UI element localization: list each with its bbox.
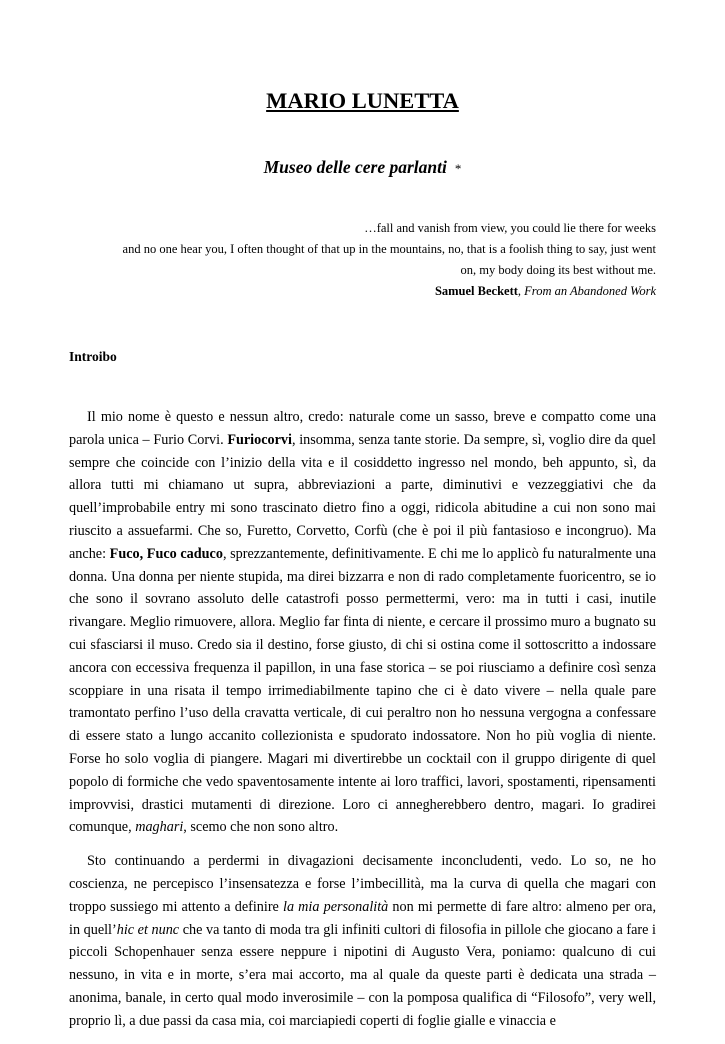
paragraph-1 <box>69 406 656 839</box>
epigraph-source <box>56 281 656 302</box>
epigraph-source-separator: , <box>517 284 525 298</box>
epigraph-line-3: on, my body doing its best without me. <box>460 263 656 277</box>
p1-italic-1: maghari <box>135 819 184 836</box>
p1-text-4: , scemo che non sono altro. <box>183 819 339 836</box>
p1-bold-2: Fuco, Fuco caduco <box>109 545 223 562</box>
epigraph-source-author: Samuel Beckett <box>434 284 518 298</box>
p1-text-2: , insomma, senza tante storie. Da sempre, sì, voglio dire da quel sempre che coincide con l’inizio della vita e il cosiddetto ingresso nel mondo, beh appunto, sì, da allora tutti mi chiamano ut supra, abbreviazioni a parte, diminutivi e vezzeggiativi che da quell’improbabile entry mi sono trascinato dietro fino a oggi, ridicola abitudine a cui non sono mai riuscito a assuefarmi. Che so, Furetto, Corvetto, Corfù (che è poi il più fantasioso e incongruo). Ma anche: <box>69 431 656 562</box>
epigraph-source-work: From an Abandoned Work <box>524 284 656 298</box>
p2-text-3: che va tanto di moda tra gli infiniti cultori di filosofia in pillole che giocano a fare i piccoli Schopenhauer senza essere neppure i nipotini di Augusto Vera, poniamo: qualcuno di cui nessuno, in vita e in morte, s’era mai accorto, ma al quale da queste parti è dedicata una strada – anonima, banale, in certo qual modo inverosimile – con la pomposa qualifica di “Filosofo”, very well, proprio lì, a due passi da casa mia, coi marciapiedi coperti di foglie gialle e vinaccia e <box>69 921 656 1029</box>
epigraph <box>56 218 656 302</box>
p1-bold-1: Furiocorvi <box>227 431 292 448</box>
section-heading: Introibo <box>69 349 117 364</box>
work-title-text: Museo delle cere parlanti <box>263 157 447 177</box>
author-heading: MARIO LUNETTA <box>266 88 459 113</box>
p2-text-2: non mi permette di fare altro: almeno per ora, in quell’ <box>69 898 656 938</box>
p2-italic-1: la mia personalità <box>283 898 389 915</box>
footnote-mark: * <box>454 161 462 176</box>
epigraph-line-2: and no one hear you, I often thought of that up in the mountains, no, that is a foolish thing to say, just went <box>122 242 656 256</box>
p1-text-3: , sprezzantemente, definitivamente. E chi me lo applicò fu naturalmente una donna. Una donna per niente stupida, ma direi bizzarra e non di rado completamente fuoricentro, se io che sono il sovrano assoluto delle catastrofi posso permettermi, vero: ma in tutti i casi, inutile rivangare. Meglio rimuovere, allora. Meglio far finta di niente, e cercare il prossimo muro a bugnato su cui sfasciarsi il muso. Credo sia il destino, forse giusto, di chi si ostina come il sottoscritto a indossare ancora con eccessiva frequenza il papillon, in una fase storica – se poi riusciamo a definire così senza scoppiare in una risata il tempo irrimediabilmente tapino che ci è dato vivere – nella quale pare tramontato perfino l’uso della cravatta verticale, di cui peraltro non ho nessuna vergogna a confessare di essere stato a lungo accanito collezionista e spudorato indossatore. Non ho più voglia di niente. Forse ho solo voglia di piangere. Magari mi divertirebbe un cocktail con il gruppo dirigente di quel popolo di formiche che vedo spaventosamente intente ai loro traffici, lavori, spostamenti, ripensamenti improvvisi, drastici mutamenti di direzione. Loro ci annegherebbero dentro, magari. Io gradirei comunque, <box>69 545 656 836</box>
work-title <box>0 157 725 178</box>
p2-italic-2: hic et nunc <box>116 921 180 938</box>
body-text <box>69 406 656 1044</box>
p1-text-1: Il mio nome è questo e nessun altro, credo: naturale come un sasso, breve e compatto come una parola unica – Furio Corvi. <box>69 409 656 448</box>
p2-text-1: Sto continuando a perdermi in divagazioni decisamente inconcludenti, vedo. Lo so, ne ho coscienza, ne percepisco l’insensatezza e forse l’imbecillità, ma la curva di quella che magari con troppo sussiego mi attento a definire <box>69 853 656 915</box>
paragraph-2 <box>69 850 656 1032</box>
epigraph-line-1: …fall and vanish from view, you could lie there for weeks <box>364 221 656 235</box>
